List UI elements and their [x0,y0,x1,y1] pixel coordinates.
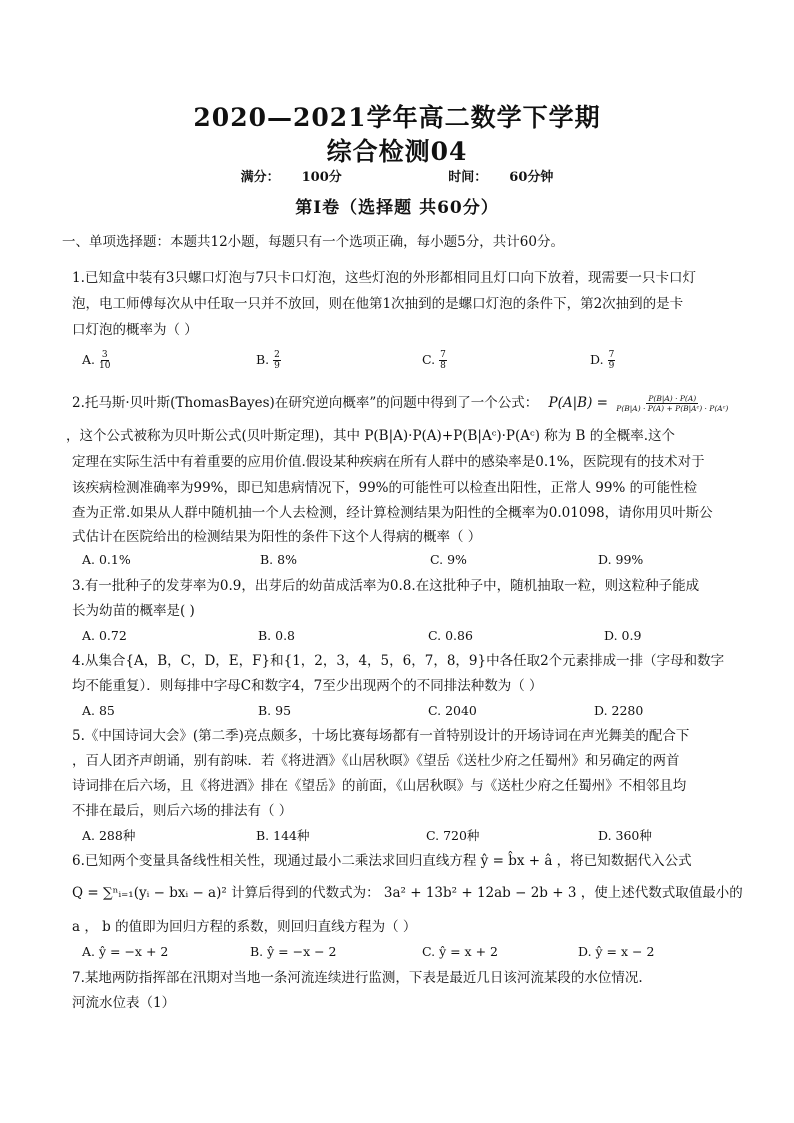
question-2-line: 该疾病检测准确率为99%，即已知患病情况下，99%的可能性可以检查出阳性，正常人 99% 的可能性检 [72,480,698,496]
q2-option-a[interactable]: A. 0.1% [82,552,131,567]
question-2-line: ，这个公式被称为贝叶斯公式(贝叶斯定理)，其中 P(B|A)·P(A)+P(B|Aᶜ)·P(Aᶜ) 称为 B 的全概率.这个 [66,428,676,444]
q1-option-c[interactable]: C. $\frac{7}{8}$ [422,350,446,371]
question-2-line: 查为正常.如果从人群中随机抽一个人去检测，经计算检测结果为阳性的全概率为0.01098，请你用贝叶斯公 [72,505,713,521]
question-1-line: 口灯泡的概率为（ ） [72,322,198,338]
q3-option-d[interactable]: D. 0.9 [604,628,642,643]
q2-option-b[interactable]: B. 8% [260,552,297,567]
question-6-line: a ， b 的值即为回归方程的系数，则回归直线方程为（ ） [72,919,417,935]
q5-option-c[interactable]: C. 720种 [426,828,480,843]
question-2-line: 2.托马斯·贝叶斯(ThomasBayes)在研究逆向概率”的问题中得到了一个公式： P(A|B) = $\frac{P(B|A) \cdot P(A)}{\text{P(B|A) · P(A) + P(B|Aᶜ) · P(Aᶜ)}}$ [72,394,729,413]
q1-option-d[interactable]: D. $\frac{7}{9}$ [590,350,615,371]
q4-option-d[interactable]: D. 2280 [594,703,644,718]
q6-option-d[interactable]: D. ŷ = x − 2 [578,944,655,959]
bayes-formula-lhs: P(A|B) = [548,395,608,411]
part-title: 第Ⅰ卷（选择题 共60分） [295,198,499,218]
question-7-line: 7.某地两防指挥部在汛期对当地一条河流连续进行监测，下表是最近几日该河流某段的水位情况. [72,970,643,986]
q2-option-d[interactable]: D. 99% [598,552,644,567]
question-5-line: 诗词排在后六场，且《将进酒》排在《望岳》的前面，《山居秋暝》与《送杜少府之任蜀州》不相邻且均 [72,778,687,794]
q1-option-b[interactable]: B. $\frac{2}{9}$ [256,350,280,371]
q5-option-d[interactable]: D. 360种 [598,828,652,843]
question-2-line: 式估计在医院给出的检测结果为阳性的条件下这个人得病的概率（ ） [72,529,482,545]
q6-option-b[interactable]: B. ŷ = −x − 2 [250,944,337,959]
exam-subtitle: 综合检测04 [326,137,468,166]
q6-option-c[interactable]: C. ŷ = x + 2 [422,944,498,959]
exam-meta [0,166,794,185]
q5-option-a[interactable]: A. 288种 [82,828,136,843]
q4-option-a[interactable]: A. 85 [82,703,115,718]
question-6-line: Q = ∑ⁿᵢ₌₁(yᵢ − bxᵢ − a)² 计算后得到的代数式为： 3a² + 13b² + 12ab − 2b + 3 ，使上述代数式取值最小的 [72,885,743,901]
question-4-line: 4.从集合{A，B，C，D，E，F}和{1，2，3，4，5，6，7，8，9}中各任取2个元素排成一排（字母和数字 [72,653,725,669]
time-info: 时间： 60分钟 [448,170,554,185]
q3-option-b[interactable]: B. 0.8 [258,628,296,643]
q4-option-b[interactable]: B. 95 [258,703,292,718]
q3-option-a[interactable]: A. 0.72 [82,628,127,643]
question-5-line: ，百人团齐声朗诵，别有韵味．若《将进酒》《山居秋暝》《望岳《送杜少府之任蜀州》和另确定的两首 [72,753,680,769]
table-caption: 河流水位表（1） [72,995,176,1011]
exam-title: 2020—2021学年高二数学下学期 [193,103,601,132]
score-info: 满分： 100分 [240,170,342,185]
q5-option-b[interactable]: B. 144种 [256,828,310,843]
question-6-line: 6.已知两个变量具备线性相关性，现通过最小二乘法求回归直线方程 ŷ = b̂x + â ，将已知数据代入公式 [72,853,692,869]
question-5-line: 不排在最后，则后六场的排法有（ ） [72,803,293,819]
question-3-line: 长为幼苗的概率是( ) [72,603,195,619]
question-5-line: 5.《中国诗词大会》(第二季)亮点颇多，十场比赛每场都有一首特别设计的开场诗词在声光舞美的配合下 [72,728,690,744]
q2-option-c[interactable]: C. 9% [430,552,467,567]
question-3-line: 3.有一批种子的发芽率为0.9，出芽后的幼苗成活率为0.8.在这批种子中，随机抽取一粒，则这粒种子能成 [72,578,700,594]
question-1-line: 1.已知盒中装有3只螺口灯泡与7只卡口灯泡，这些灯泡的外形都相同且灯口向下放着，现需要一只卡口灯 [72,270,697,286]
question-2-line: 定理在实际生活中有着重要的应用价值.假设某种疾病在所有人群中的感染率是0.1%，医院现有的技术对于 [72,454,705,470]
q3-option-c[interactable]: C. 0.86 [428,628,473,643]
bayes-formula-fraction: $\frac{P(B|A) \cdot P(A)}{\text{P(B|A) · P(A) + P(B|Aᶜ) · P(Aᶜ)}}$ [616,394,729,413]
question-4-line: 均不能重复）．则每排中字母C和数字4，7至少出现两个的不同排法种数为（ ） [72,678,543,694]
q4-option-c[interactable]: C. 2040 [428,703,477,718]
q1-option-a[interactable]: A. $\frac{3}{10}$ [82,350,111,371]
q6-option-a[interactable]: A. ŷ = −x + 2 [82,944,169,959]
section-heading: 一、单项选择题：本题共12小题，每题只有一个选项正确，每小题5分，共计60分。 [62,234,564,250]
question-1-line: 泡，电工师傅每次从中任取一只并不放回，则在他第1次抽到的是螺口灯泡的条件下，第2次抽到的是卡 [72,296,684,312]
